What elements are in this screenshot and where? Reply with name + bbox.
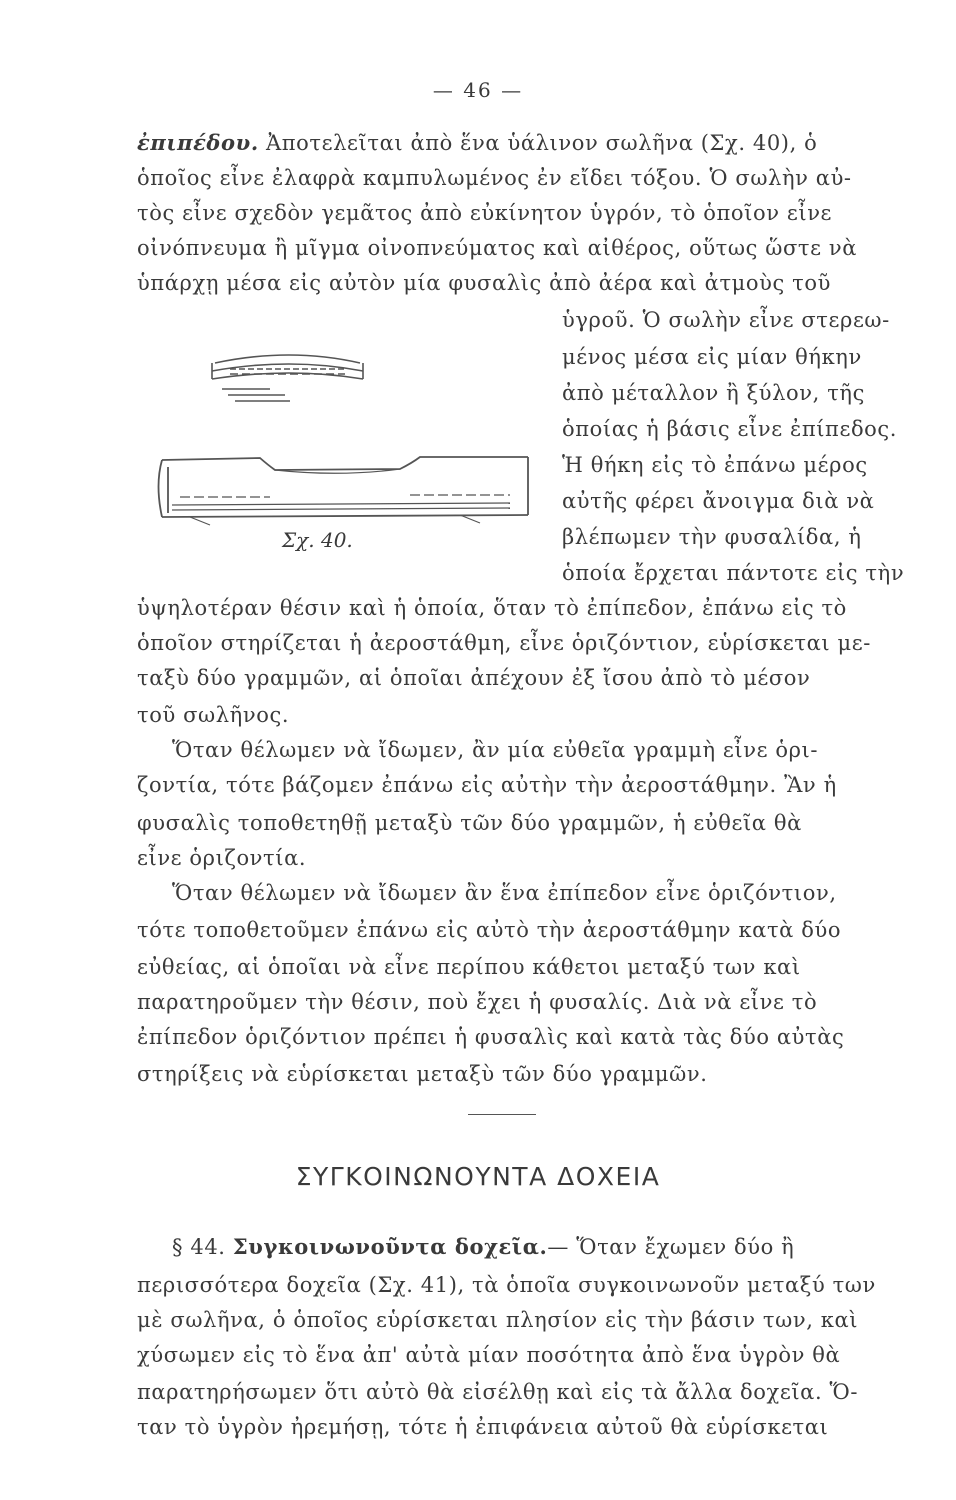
- text-line: ὑψηλοτέραν θέσιν καὶ ἡ ὁποία, ὅταν τὸ ἐπίπεδον, ἐπάνω εἰς τὸ: [137, 596, 847, 620]
- text-line: ὁποῖον στηρίζεται ἡ ἀεροστάθμη, εἶνε ὁριζόντιον, εὑρίσκεται με-: [137, 631, 871, 655]
- section-heading: ΣΥΓΚΟΙΝΩΝΟΥΝΤΑ ΔΟΧΕΙΑ: [295, 1162, 661, 1191]
- text-line: [137, 128, 817, 158]
- text-line: Ὅταν θέλωμεν νὰ ἴδωμεν ἂν ἕνα ἐπίπεδον εἶνε ὁριζόντιον,: [172, 881, 837, 905]
- text-line: εἶνε ὁριζοντία.: [137, 846, 307, 870]
- text-line: ὑπάρχῃ μέσα εἰς αὐτὸν μία φυσαλὶς ἀπὸ ἀέρα καὶ ἀτμοὺς τοῦ: [137, 271, 831, 295]
- text-line: ὁποία ἔρχεται πάντοτε εἰς τὴν: [562, 561, 905, 585]
- text-line: ταν τὸ ὑγρὸν ἠρεμήσῃ, τότε ἡ ἐπιφάνεια αὐτοῦ θὰ εὑρίσκεται: [137, 1415, 829, 1439]
- text-line: παρατηροῦμεν τὴν θέσιν, ποὺ ἔχει ἡ φυσαλίς. Διὰ νὰ εἶνε τὸ: [137, 990, 818, 1014]
- text-line: ὁποῖος εἶνε ἐλαφρὰ καμπυλωμένος ἐν εἴδει τόξου. Ὁ σωλὴν αὐ-: [137, 166, 852, 190]
- text-line: ἀπὸ μέταλλον ἢ ξύλον, τῆς: [562, 381, 865, 405]
- level-tube-drawing: [212, 355, 363, 401]
- text-line: εὐθείας, αἱ ὁποῖαι νὰ εἶνε περίπου κάθετοι μεταξύ των καὶ: [137, 955, 801, 979]
- page-number: — 46 —: [432, 78, 524, 102]
- text-line: ὑγροῦ. Ὁ σωλὴν εἶνε στερεω-: [562, 308, 890, 332]
- spirit-level-figure: [150, 345, 550, 545]
- bold-term: Συγκοινωνοῦντα δοχεῖα.: [232, 1234, 548, 1259]
- line-text: Ἀποτελεῖται ἀπὸ ἕνα ὑάλινον σωλῆνα (Σχ. 40), ὁ: [266, 131, 818, 155]
- text-line: Ἡ θήκη εἰς τὸ ἐπάνω μέρος: [562, 453, 868, 477]
- text-line: τοῦ σωλῆνος.: [137, 703, 290, 727]
- text-line: βλέπωμεν τὴν φυσαλίδα, ἡ: [562, 525, 862, 549]
- text-line: [172, 1232, 794, 1262]
- text-line: μὲ σωλῆνα, ὁ ὁποῖος εὑρίσκεται πλησίον εἰς τὴν βάσιν των, καὶ: [137, 1308, 859, 1332]
- bold-term: ἐπιπέδου.: [137, 130, 259, 155]
- text-line: χύσωμεν εἰς τὸ ἕνα ἀπ' αὐτὰ μίαν ποσότητα ἀπὸ ἕνα ὑγρὸν θὰ: [137, 1343, 841, 1367]
- level-case-drawing: [159, 457, 529, 525]
- text-line: ζοντία, τότε βάζομεν ἐπάνω εἰς αὐτὴν τὴν ἀεροστάθμην. Ἂν ἡ: [137, 773, 837, 797]
- text-line: στηρίξεις νὰ εὑρίσκεται μεταξὺ τῶν δύο γραμμῶν.: [137, 1062, 708, 1086]
- text-line: ταξὺ δύο γραμμῶν, αἱ ὁποῖαι ἀπέχουν ἐξ ἴσου ἀπὸ τὸ μέσον: [137, 666, 811, 690]
- figure-caption: Σχ. 40.: [282, 528, 353, 552]
- text-line: περισσότερα δοχεῖα (Σχ. 41), τὰ ὁποῖα συγκοινωνοῦν μεταξύ των: [137, 1273, 876, 1297]
- text-line: παρατηρήσωμεν ὅτι αὐτὸ θὰ εἰσέλθῃ καὶ εἰς τὰ ἄλλα δοχεῖα. Ὅ-: [137, 1380, 859, 1404]
- text-line: τὸς εἶνε σχεδὸν γεμᾶτος ἀπὸ εὐκίνητον ὑγρόν, τὸ ὁποῖον εἶνε: [137, 201, 833, 225]
- text-line: Ὅταν θέλωμεν νὰ ἴδωμεν, ἂν μία εὐθεῖα γραμμὴ εἶνε ὁρι-: [172, 738, 819, 762]
- text-line: οἰνόπνευμα ἢ μῖγμα οἰνοπνεύματος καὶ αἰθέρος, οὕτως ὥστε νὰ: [137, 236, 858, 260]
- line-text: — Ὅταν ἔχωμεν δύο ἢ: [547, 1235, 795, 1259]
- section-divider: [468, 1114, 536, 1115]
- text-line: ὁποίας ἡ βάσις εἶνε ἐπίπεδος.: [562, 417, 898, 441]
- text-line: φυσαλὶς τοποθετηθῇ μεταξὺ τῶν δύο γραμμῶν, ἡ εὐθεῖα θὰ: [137, 811, 802, 835]
- text-line: μένος μέσα εἰς μίαν θήκην: [562, 345, 862, 369]
- section-number: § 44.: [172, 1235, 226, 1259]
- text-line: ἐπίπεδον ὁριζόντιον πρέπει ἡ φυσαλὶς καὶ κατὰ τὰς δύο αὐτὰς: [137, 1025, 845, 1049]
- text-line: τότε τοποθετοῦμεν ἐπάνω εἰς αὐτὸ τὴν ἀεροστάθμην κατὰ δύο: [137, 918, 842, 942]
- text-line: αὐτῆς φέρει ἄνοιγμα διὰ νὰ: [562, 489, 875, 513]
